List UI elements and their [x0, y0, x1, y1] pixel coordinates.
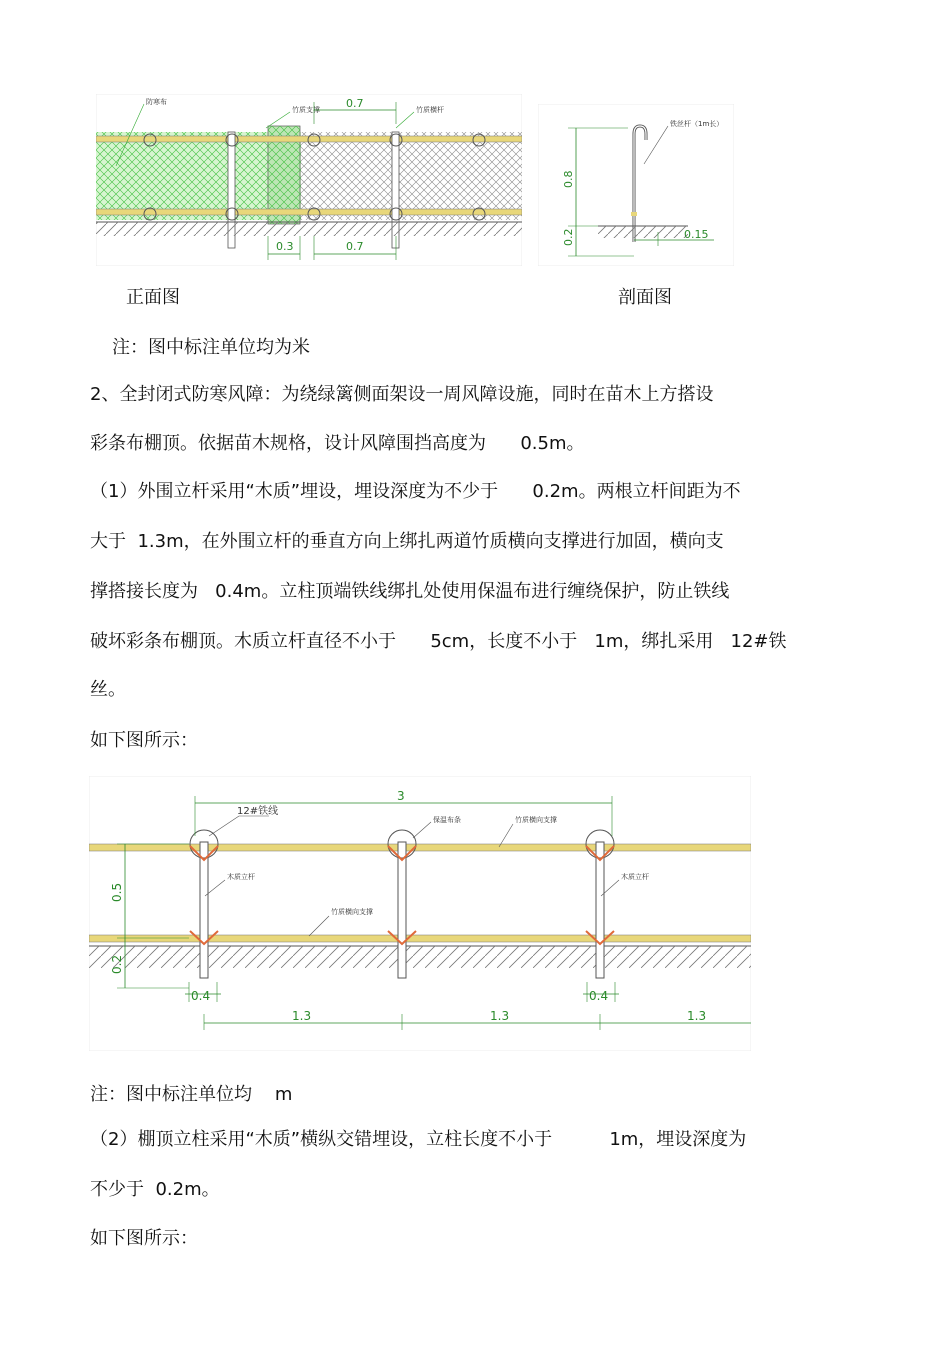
- section-dim-lower: 0.2: [562, 228, 575, 246]
- windbreak-elevation-figure: [89, 776, 751, 1051]
- section-dim-width: 0.15: [684, 228, 709, 241]
- front-view-figure: [96, 94, 522, 266]
- front-label-cloth: 防寒布: [146, 98, 167, 106]
- paragraph-line: 丝。: [90, 679, 126, 700]
- front-dim-bottom-a: 0.3: [276, 240, 294, 253]
- section-view-figure: [538, 104, 734, 266]
- fig2-dim-span-1: 1.3: [292, 1009, 312, 1023]
- front-dim-top: 0.7: [346, 97, 364, 110]
- fig2-dim-span-2: 1.3: [490, 1009, 510, 1023]
- fig2-dim-lap-right: 0.4: [589, 989, 609, 1003]
- front-dim-bottom-b: 0.7: [346, 240, 364, 253]
- fig2-dim-lap-left: 0.4: [191, 989, 211, 1003]
- fig2-dim-span-3: 1.3: [687, 1009, 707, 1023]
- fig2-label-bottom-brace: 竹质横向支撑: [331, 908, 373, 916]
- paragraph-line: 彩条布棚顶。依据苗木规格，设计风障围挡高度为 0.5m。: [90, 433, 585, 454]
- fig2-dim-total: 3: [397, 789, 405, 803]
- section-view-caption: 剖面图: [618, 287, 672, 308]
- paragraph-line: 大于 1.3m，在外围立杆的垂直方向上绑扎两道竹质横向支撑进行加固，横向支: [90, 531, 724, 552]
- paragraph-line: 2、全封闭式防寒风障：为绕绿篱侧面架设一周风障设施，同时在苗木上方搭设: [90, 384, 714, 405]
- fig2-dim-height: 0.5: [110, 882, 124, 902]
- paragraph-line: 撑搭接长度为 0.4m。立柱顶端铁线绑扎处使用保温布进行缠绕保护，防止铁线: [90, 581, 730, 602]
- section-label-rod: 铁丝杆（1m长）: [670, 120, 724, 128]
- paragraph-line: （2）棚顶立柱采用“木质”横纵交错埋设，立柱长度不小于 1m，埋设深度为: [90, 1129, 747, 1150]
- paragraph-line: 如下图所示：: [90, 730, 198, 751]
- paragraph-line: 破坏彩条布棚顶。木质立杆直径不小于 5cm，长度不小于 1m，绑扎采用 12#铁: [90, 631, 787, 652]
- fig2-label-wire: 12#铁线: [237, 806, 279, 817]
- note-units-1: 注：图中标注单位均为米: [112, 337, 310, 358]
- note-units-2: 注：图中标注单位均 m: [90, 1084, 293, 1105]
- fig2-label-post-left: 木质立杆: [227, 873, 255, 881]
- fig2-label-top-brace: 竹质横向支撑: [515, 816, 557, 824]
- front-label-brace: 竹质支撑: [292, 106, 320, 114]
- paragraph-line: 如下图所示：: [90, 1228, 198, 1249]
- front-label-rail: 竹质横杆: [416, 106, 444, 114]
- fig2-label-insulation: 保温布条: [433, 816, 461, 824]
- paragraph-line: 不少于 0.2m。: [90, 1179, 220, 1200]
- section-dim-upper: 0.8: [562, 170, 575, 188]
- fig2-dim-depth: 0.2: [110, 954, 124, 974]
- paragraph-line: （1）外围立杆采用“木质”埋设，埋设深度为不少于 0.2m。两根立杆间距为不: [90, 481, 741, 502]
- fig2-label-post-right: 木质立杆: [621, 873, 649, 881]
- front-view-caption: 正面图: [126, 287, 180, 308]
